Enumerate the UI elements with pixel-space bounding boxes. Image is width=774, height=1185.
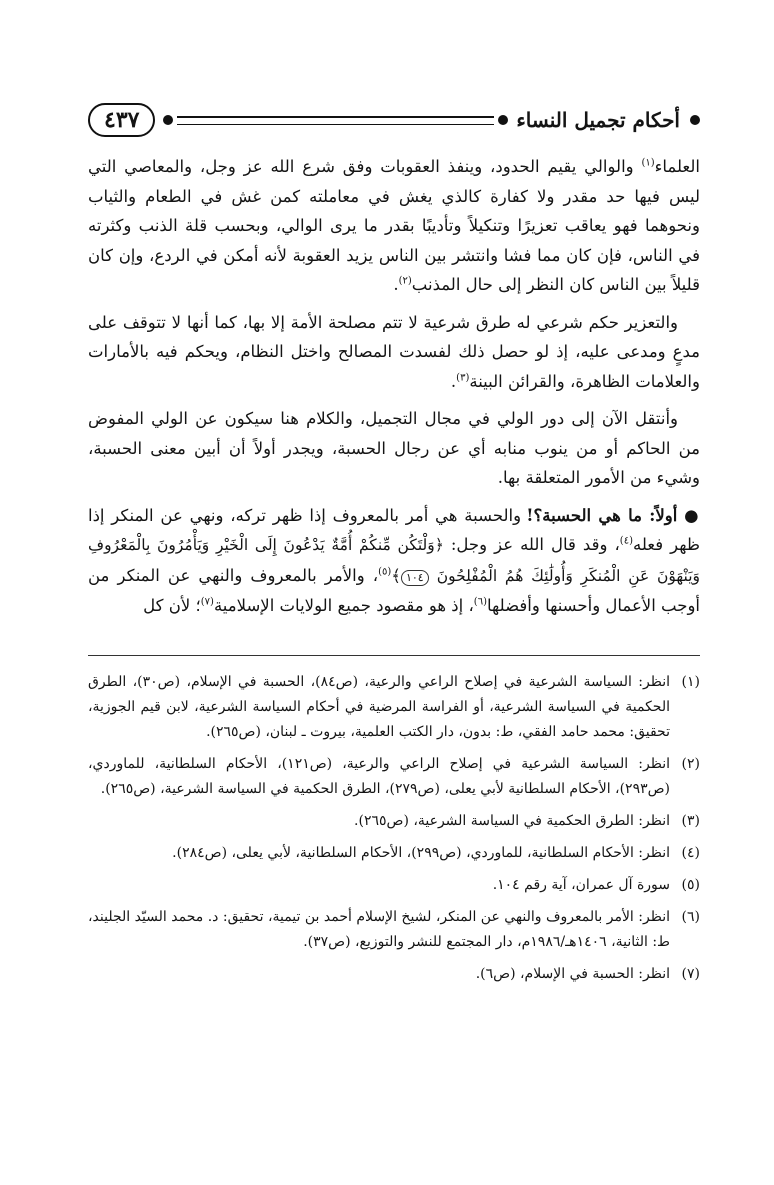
quran-verse: ﴿وَلْتَكُن مِّنكُمْ أُمَّةٌ يَدْعُونَ إِلَى الْخَيْرِ وَيَأْمُرُونَ بِالْمَعْرُوفِ وَيَنْهَوْنَ عَنِ الْمُنكَرِ وَأُولَٰئِكَ هُمُ الْمُفْلِحُونَ: [88, 536, 701, 585]
book-page: [88, 0, 700, 1185]
footnote: [88, 809, 700, 834]
footnote: [88, 962, 700, 987]
footnote: [88, 670, 700, 745]
footnote: [88, 873, 700, 898]
footnote-number: (٧): [681, 966, 700, 982]
page-number: ٤٣٧: [88, 103, 155, 137]
p1-text-c: .: [393, 275, 399, 294]
header-dot-right: [690, 115, 700, 125]
body-text: [88, 152, 700, 629]
footnote-ref-4: (٤): [619, 535, 633, 547]
footnote-ref-1: (١): [641, 157, 655, 169]
paragraph-1: [88, 152, 700, 300]
footnote-number: (٤): [681, 845, 700, 861]
header-dot-left: [163, 115, 173, 125]
footnote-ref-2: (٢): [398, 275, 412, 287]
paragraph-4: [88, 501, 700, 621]
footnote: [88, 905, 700, 955]
running-title: أحكام تجميل النساء: [516, 108, 680, 132]
footnote-ref-5: (٥): [378, 566, 392, 577]
p1-text-a: العلماء: [654, 157, 700, 176]
header-rule: [177, 116, 494, 125]
verse-number: ١٠٤: [401, 570, 429, 586]
footnote-text: انظر: الأمر بالمعروف والنهي عن المنكر، لشيخ الإسلام أحمد بن تيمية، تحقيق: د. محمد السيّد الجليند، ط: الثانية، ١٤٠٦هـ/١٩٨٦م، دار المجتمع للنشر والتوزيع، (ص٣٧).: [88, 909, 670, 950]
footnote-text: انظر: السياسة الشرعية في إصلاح الراعي والرعية، (ص٨٤)، الحسبة في الإسلام، (ص٣٠)، الطرق الحكمية في السياسة الشرعية، أو الفراسة المرضية في أحكام السياسة الشرعية، لابن قيم الجوزية، تحقيق: محمد حامد الفقي، ط: بدون، دار الكتب العلمية، بيروت ـ لبنان، (ص٢٦٥).: [88, 674, 670, 740]
footnote-number: (١): [681, 674, 700, 690]
footnote-text: انظر: الطرق الحكمية في السياسة الشرعية، (ص٢٦٥).: [354, 813, 670, 829]
bullet-icon: ●: [684, 505, 701, 525]
footnote-text: انظر: السياسة الشرعية في إصلاح الراعي والرعية، (ص١٢١)، الأحكام السلطانية، للماوردي، (ص٢٩٣)، الأحكام السلطانية لأبي يعلى، (ص٢٧٩)، الطرق الحكمية في السياسة الشرعية، (ص٢٦٥).: [88, 756, 670, 797]
p4-text-e: ؛ لأن كل: [143, 596, 201, 615]
footnote-ref-3: (٣): [456, 372, 470, 383]
footnote-separator: [88, 655, 700, 656]
header-dot-mid: [498, 115, 508, 125]
p4-text-a: والحسبة هي أمر بالمعروف إذا ظهر تركه، ونهي عن المنكر إذا ظهر فعله: [88, 505, 700, 554]
footnote-number: (٣): [681, 813, 700, 829]
p1-text-b: والوالي يقيم الحدود، وينفذ العقوبات وفق شرع الله عز وجل، والمعاصي التي ليس فيها حد مقدر ولا كفارة كالذي يغش في معاملته كمن غش في الطعام والثياب ونحوهما فهو يعاقب تعزيرًا وتنكيلاً وتأديبًا بقدر ما يرى الوالي، وبحسب قلة الذنب وكثرته في الناس، فإن كان مما فشا وانتشر بين الناس يزيد العقوبة لأنه أمكن في الردع، وإن كان قليلاً بين الناس كان النظر إلى حال المذنب: [88, 157, 700, 294]
footnote-text: انظر: الحسبة في الإسلام، (ص٦).: [475, 966, 670, 982]
page-header: [88, 100, 700, 140]
p2-text-b: .: [450, 371, 457, 391]
section-heading: أولاً: ما هي الحسبة؟!: [526, 505, 678, 525]
footnote-ref-6: (٦): [473, 596, 487, 608]
p2-text-a: والتعزير حكم شرعي له طرق شرعية لا تتم مصلحة الأمة إلا بها، كما أنها لا تتوقف على مدعٍ ومدعى عليه، إذ لو حصل ذلك لفسدت المصالح واختل النظام، ويحكم فيه بالأمارات والعلامات الظاهرة، والقرائن البينة: [88, 312, 700, 391]
p4-text-c: ، والأمر بالمعروف والنهي عن المنكر من أوجب الأعمال وأحسنها وأفضلها: [88, 565, 700, 615]
footnote: [88, 752, 700, 802]
footnote-number: (٢): [681, 756, 700, 772]
footnote: [88, 841, 700, 866]
footnote-number: (٥): [681, 877, 700, 893]
p4-text-b: ، وقد قال الله عز وجل:: [443, 535, 620, 554]
verse-close: ﴾: [391, 565, 401, 585]
footnote-text: انظر: الأحكام السلطانية، للماوردي، (ص٢٩٩)، الأحكام السلطانية، لأبي يعلى، (ص٢٨٤).: [172, 845, 670, 861]
footnote-ref-7: (٧): [200, 596, 214, 608]
paragraph-2: [88, 308, 700, 397]
footnote-text: سورة آل عمران، آية رقم ١٠٤.: [492, 877, 670, 893]
paragraph-3: وأنتقل الآن إلى دور الولي في مجال التجميل، والكلام هنا سيكون عن الولي المفوض من الحاكم أو من ينوب منابه أي عن رجال الحسبة، ويجدر أولاً أن أبين معنى الحسبة، وشيء من الأمور المتعلقة بها.: [88, 409, 700, 487]
footnote-number: (٦): [681, 909, 700, 925]
footnotes: [88, 670, 700, 994]
p4-text-d: ، إذ هو مقصود جميع الولايات الإسلامية: [213, 596, 474, 615]
